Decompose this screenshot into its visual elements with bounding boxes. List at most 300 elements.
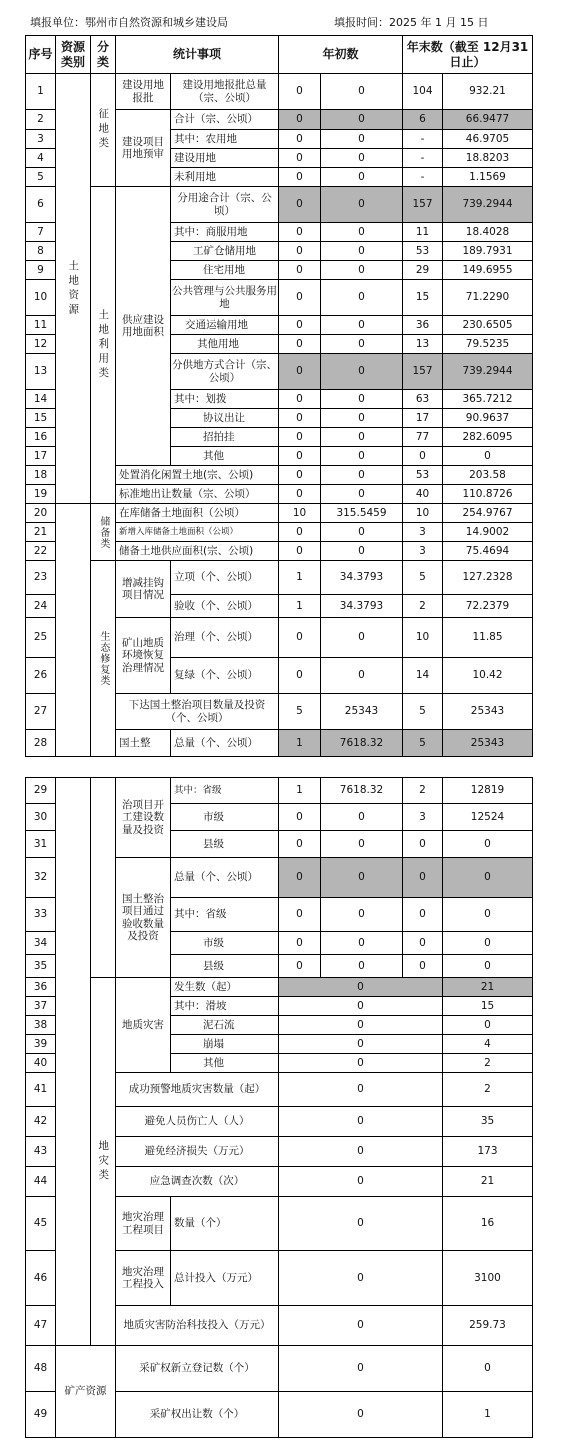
- cell-end-count: 77: [403, 428, 443, 447]
- row-no: 49: [26, 1392, 56, 1438]
- row-no: 26: [26, 658, 56, 694]
- row-no: 46: [26, 1251, 56, 1306]
- row-item: 采矿权出让数（个）: [116, 1392, 279, 1438]
- cell-end-area: 739.2944: [443, 354, 533, 390]
- row-item: 采矿权新立登记数（个）: [116, 1346, 279, 1392]
- cell-begin-count: 0: [279, 149, 321, 168]
- cell-begin-count: 1: [279, 595, 321, 618]
- cell-end: 173: [443, 1137, 533, 1167]
- cell-begin: 0: [279, 1016, 443, 1035]
- cell-end-area: 14.9002: [443, 523, 533, 542]
- row-item: 验收（个、公顷）: [171, 595, 279, 618]
- table-row: [26, 978, 533, 997]
- row-no: 19: [26, 485, 56, 504]
- cell-begin-area: 34.3793: [321, 561, 403, 595]
- cell-begin-count: 0: [279, 804, 321, 831]
- cell-begin-count: 0: [279, 242, 321, 261]
- type-blank: [56, 504, 91, 757]
- row-no: 34: [26, 932, 56, 955]
- cell-begin-count: 0: [279, 74, 321, 110]
- cell-end-count: -: [403, 168, 443, 187]
- category-shengtai: 生态修复类: [91, 561, 116, 757]
- cell-begin-area: 7618.32: [321, 730, 403, 757]
- row-item: 建设用地报批总量（宗、公顷）: [171, 74, 279, 110]
- cell-begin: 0: [279, 1167, 443, 1197]
- row-item: 其他: [171, 447, 279, 466]
- cell-begin-area: 0: [321, 804, 403, 831]
- row-no: 21: [26, 523, 56, 542]
- group-plan: 建设项目用地预审: [116, 110, 171, 187]
- cell-begin-area: 0: [321, 485, 403, 504]
- row-item: 其他用地: [171, 335, 279, 354]
- cell-end-area: 12819: [443, 778, 533, 804]
- cell-begin-count: 0: [279, 658, 321, 694]
- cell-begin-area: 0: [321, 658, 403, 694]
- row-item: 总量（个、公顷）: [171, 858, 279, 898]
- cell-end-count: 40: [403, 485, 443, 504]
- cell-end-area: 0: [443, 858, 533, 898]
- cell-end-area: 18.8203: [443, 149, 533, 168]
- cell-begin-area: 0: [321, 223, 403, 242]
- cell-end-count: 3: [403, 804, 443, 831]
- cell-begin-count: 0: [279, 428, 321, 447]
- cell-end-count: 0: [403, 932, 443, 955]
- row-item: 其中：划拨: [171, 390, 279, 409]
- cell-begin-count: 0: [279, 223, 321, 242]
- cell-end: 15: [443, 997, 533, 1016]
- row-item: 县级: [171, 831, 279, 858]
- cell-begin-count: 0: [279, 390, 321, 409]
- cell-begin: 0: [279, 1197, 443, 1251]
- group-supply: 供应建设用地面积: [116, 187, 171, 466]
- cell-end-count: 13: [403, 335, 443, 354]
- category-tudi: 土地利用类: [91, 187, 116, 504]
- group-approval: 建设用地报批: [116, 74, 171, 110]
- row-item: 市级: [171, 804, 279, 831]
- cell-end-area: 230.6505: [443, 316, 533, 335]
- cell-end-area: 1.1569: [443, 168, 533, 187]
- cell-end-area: 189.7931: [443, 242, 533, 261]
- cell-end-count: 6: [403, 110, 443, 130]
- row-item: 公共管理与公共服务用地: [171, 280, 279, 316]
- row-no: 48: [26, 1346, 56, 1392]
- cell-end-area: 0: [443, 898, 533, 932]
- cell-end: 4: [443, 1035, 533, 1054]
- row-item: 未利用地: [171, 168, 279, 187]
- cell-end-count: 36: [403, 316, 443, 335]
- row-item: 地质灾害防治科技投入（万元）: [116, 1306, 279, 1346]
- table-row: [26, 74, 533, 110]
- cell-end-area: 0: [443, 932, 533, 955]
- table-row: [26, 561, 533, 595]
- row-item: 县级: [171, 955, 279, 978]
- cell-begin-count: 0: [279, 466, 321, 485]
- cell-begin-count: 1: [279, 561, 321, 595]
- group-land-rehab-head: 国土整: [116, 730, 171, 757]
- cell-end-count: 2: [403, 595, 443, 618]
- cell-begin-area: 0: [321, 447, 403, 466]
- row-item: 新增入库储备土地面积（公顷）: [116, 523, 279, 542]
- cell-begin-area: 0: [321, 149, 403, 168]
- cell-end-count: 53: [403, 242, 443, 261]
- cell-end-count: -: [403, 149, 443, 168]
- row-no: 4: [26, 149, 56, 168]
- row-no: 24: [26, 595, 56, 618]
- cell-end: 259.73: [443, 1306, 533, 1346]
- land-resource-label: 土地资源: [56, 74, 91, 504]
- cell-begin-area: 0: [321, 390, 403, 409]
- row-item: 避免经济损失（万元）: [116, 1137, 279, 1167]
- row-no: 43: [26, 1137, 56, 1167]
- group-disaster: 地质灾害: [116, 978, 171, 1073]
- cell-begin-area: 25343: [321, 694, 403, 730]
- category-zhengdi: 征地类: [91, 74, 116, 187]
- cell-end-count: 63: [403, 390, 443, 409]
- cell-end-area: 739.2944: [443, 187, 533, 223]
- cell-end-area: 72.2379: [443, 595, 533, 618]
- cell-end-area: 25343: [443, 730, 533, 757]
- row-no: 15: [26, 409, 56, 428]
- row-item: 工矿仓储用地: [171, 242, 279, 261]
- cell-begin-count: 0: [279, 110, 321, 130]
- row-no: 32: [26, 858, 56, 898]
- row-item: 立项（个、公顷）: [171, 561, 279, 595]
- cell-end-area: 71.2290: [443, 280, 533, 316]
- cell-begin-area: 34.3793: [321, 595, 403, 618]
- cell-begin: 0: [279, 1306, 443, 1346]
- cell-end-area: 79.5235: [443, 335, 533, 354]
- header-row: [26, 36, 533, 74]
- cell-begin-count: 0: [279, 447, 321, 466]
- cell-begin-count: 1: [279, 730, 321, 757]
- cell-end-area: 365.7212: [443, 390, 533, 409]
- cell-end-area: 110.8726: [443, 485, 533, 504]
- row-no: 1: [26, 74, 56, 110]
- cell-end: 16: [443, 1197, 533, 1251]
- row-no: 25: [26, 618, 56, 658]
- reporting-unit: 填报单位：鄂州市自然资源和城乡建设局: [30, 16, 228, 29]
- cell-end: 3100: [443, 1251, 533, 1306]
- cell-end-count: 29: [403, 261, 443, 280]
- table-row: [26, 187, 533, 223]
- cell-begin-area: 0: [321, 428, 403, 447]
- row-item: 合计（宗、公顷）: [171, 110, 279, 130]
- row-item: 分供地方式合计（宗、公顷）: [171, 354, 279, 390]
- cell-end-count: 3: [403, 523, 443, 542]
- cell-end-count: 3: [403, 542, 443, 561]
- cell-begin: 0: [279, 1137, 443, 1167]
- cell-begin-count: 0: [279, 618, 321, 658]
- row-item: 避免人员伤亡人（人）: [116, 1107, 279, 1137]
- row-no: 6: [26, 187, 56, 223]
- cell-end: 0: [443, 1346, 533, 1392]
- row-no: 5: [26, 168, 56, 187]
- cell-begin-area: 0: [321, 74, 403, 110]
- reporting-date: 填报时间：2025 年 1 月 15 日: [334, 16, 489, 29]
- row-no: 17: [26, 447, 56, 466]
- row-no: 10: [26, 280, 56, 316]
- cell-begin-area: 0: [321, 523, 403, 542]
- table-row: [26, 504, 533, 523]
- row-no: 30: [26, 804, 56, 831]
- row-item: 其中：农用地: [171, 130, 279, 149]
- cell-end-area: 66.9477: [443, 110, 533, 130]
- row-no: 9: [26, 261, 56, 280]
- row-item: 招拍挂: [171, 428, 279, 447]
- cell-end-area: 149.6955: [443, 261, 533, 280]
- cell-begin-count: 0: [279, 130, 321, 149]
- cell-begin-area: 7618.32: [321, 778, 403, 804]
- cell-begin-area: 0: [321, 542, 403, 561]
- cell-begin-area: 0: [321, 168, 403, 187]
- row-no: 37: [26, 997, 56, 1016]
- cell-end-count: 0: [403, 955, 443, 978]
- row-item: 住宅用地: [171, 261, 279, 280]
- row-no: 38: [26, 1016, 56, 1035]
- cell-begin-area: 0: [321, 831, 403, 858]
- cell-begin-area: 315.5459: [321, 504, 403, 523]
- cell-end-area: 10.42: [443, 658, 533, 694]
- cell-end-area: 282.6095: [443, 428, 533, 447]
- row-no: 13: [26, 354, 56, 390]
- cell-end-count: 14: [403, 658, 443, 694]
- row-no: 41: [26, 1073, 56, 1107]
- col-begin: 年初数: [279, 36, 403, 74]
- group-accept: 国土整治项目通过验收数量及投资: [116, 858, 171, 978]
- row-item: 总计投入（万元）: [171, 1251, 279, 1306]
- col-seq: 序号: [26, 36, 56, 74]
- cell-begin-count: 0: [279, 831, 321, 858]
- table-row: [26, 1346, 533, 1392]
- row-item: 分用途合计（宗、公顷）: [171, 187, 279, 223]
- row-no: 39: [26, 1035, 56, 1054]
- cell-begin-count: 0: [279, 316, 321, 335]
- row-no: 42: [26, 1107, 56, 1137]
- row-no: 23: [26, 561, 56, 595]
- cell-begin: 0: [279, 997, 443, 1016]
- cell-end-count: 157: [403, 187, 443, 223]
- row-no: 7: [26, 223, 56, 242]
- table-row: [26, 778, 533, 804]
- row-no: 40: [26, 1054, 56, 1073]
- row-item: 其中：商服用地: [171, 223, 279, 242]
- row-item: 成功预警地质灾害数量（起）: [116, 1073, 279, 1107]
- cell-end-count: 0: [403, 858, 443, 898]
- row-item: 其他: [171, 1054, 279, 1073]
- group-mine: 矿山地质环境恢复治理情况: [116, 618, 171, 694]
- cell-begin: 0: [279, 1035, 443, 1054]
- cell-begin-area: 0: [321, 618, 403, 658]
- cell-begin-area: 0: [321, 858, 403, 898]
- cell-begin-area: 0: [321, 932, 403, 955]
- row-item: 泥石流: [171, 1016, 279, 1035]
- cell-begin-area: 0: [321, 130, 403, 149]
- mineral-resource-label: 矿产资源: [56, 1346, 116, 1438]
- row-item: 建设用地: [171, 149, 279, 168]
- row-item: 应急调查次数（次）: [116, 1167, 279, 1197]
- row-item: 在库储备土地面积（公顷）: [116, 504, 279, 523]
- row-item: 其中：省级: [171, 898, 279, 932]
- cell-begin-area: 0: [321, 354, 403, 390]
- cell-end-count: 0: [403, 447, 443, 466]
- cell-end-count: 15: [403, 280, 443, 316]
- row-no: 29: [26, 778, 56, 804]
- row-no: 3: [26, 130, 56, 149]
- cell-end: 2: [443, 1054, 533, 1073]
- category-dizai: 地灾类: [91, 978, 116, 1346]
- row-item: 其中：省级: [171, 778, 279, 804]
- cell-end-area: 203.58: [443, 466, 533, 485]
- row-item: 总量（个、公顷）: [171, 730, 279, 757]
- cell-begin-area: 0: [321, 335, 403, 354]
- cell-begin: 0: [279, 1107, 443, 1137]
- cell-begin: 0: [279, 1346, 443, 1392]
- cell-end-area: 0: [443, 831, 533, 858]
- cell-end: 1: [443, 1392, 533, 1438]
- cell-begin-count: 0: [279, 280, 321, 316]
- row-no: 31: [26, 831, 56, 858]
- cell-end-area: 12524: [443, 804, 533, 831]
- cell-begin-area: 0: [321, 316, 403, 335]
- row-no: 35: [26, 955, 56, 978]
- row-item: 治理（个、公顷）: [171, 618, 279, 658]
- row-item: 储备土地供应面积(宗、公顷): [116, 542, 279, 561]
- row-no: 28: [26, 730, 56, 757]
- cell-begin-area: 0: [321, 409, 403, 428]
- cell-begin: 0: [279, 1251, 443, 1306]
- cell-begin: 0: [279, 1073, 443, 1107]
- row-no: 12: [26, 335, 56, 354]
- cell-end-count: 11: [403, 223, 443, 242]
- cell-end-area: 18.4028: [443, 223, 533, 242]
- cell-begin-area: 0: [321, 110, 403, 130]
- row-item: 下达国土整治项目数量及投资（个、公顷）: [116, 694, 279, 730]
- row-item: 处置消化闲置土地(宗、公顷): [116, 466, 279, 485]
- cell-end-count: 0: [403, 831, 443, 858]
- row-no: 44: [26, 1167, 56, 1197]
- cell-end-area: 46.9705: [443, 130, 533, 149]
- group-start: 治项目开工建设数量及投资: [116, 778, 171, 858]
- cell-begin: 0: [279, 978, 443, 997]
- row-item: 其中：滑坡: [171, 997, 279, 1016]
- cell-begin-count: 0: [279, 409, 321, 428]
- col-item: 统计事项: [116, 36, 279, 74]
- cell-begin-count: 0: [279, 523, 321, 542]
- cell-begin-count: 10: [279, 504, 321, 523]
- cell-end-count: 53: [403, 466, 443, 485]
- cell-begin-count: 1: [279, 778, 321, 804]
- cell-begin-count: 0: [279, 542, 321, 561]
- row-no: 14: [26, 390, 56, 409]
- cell-end-area: 25343: [443, 694, 533, 730]
- cell-end: 35: [443, 1107, 533, 1137]
- cell-begin-area: 0: [321, 466, 403, 485]
- row-no: 2: [26, 110, 56, 130]
- cell-end-count: 104: [403, 74, 443, 110]
- cell-end-area: 0: [443, 447, 533, 466]
- group-proj: 地灾治理工程项目: [116, 1197, 171, 1251]
- row-item: 市级: [171, 932, 279, 955]
- col-cat: 分类: [91, 36, 116, 74]
- cell-end: 2: [443, 1073, 533, 1107]
- cell-end-area: 0: [443, 955, 533, 978]
- cell-begin-count: 0: [279, 354, 321, 390]
- row-no: 36: [26, 978, 56, 997]
- cell-begin-count: 0: [279, 898, 321, 932]
- cell-begin-area: 0: [321, 187, 403, 223]
- cell-begin-area: 0: [321, 280, 403, 316]
- cell-begin-count: 0: [279, 485, 321, 504]
- cell-end-count: 2: [403, 778, 443, 804]
- cell-begin-count: 0: [279, 187, 321, 223]
- cell-end-area: 254.9767: [443, 504, 533, 523]
- col-end: 年末数（截至 12月31日止）: [403, 36, 533, 74]
- row-no: 45: [26, 1197, 56, 1251]
- cell-begin-count: 5: [279, 694, 321, 730]
- cell-end: 21: [443, 978, 533, 997]
- cell-begin: 0: [279, 1054, 443, 1073]
- cell-begin-count: 0: [279, 335, 321, 354]
- cell-begin-count: 0: [279, 168, 321, 187]
- cell-begin-area: 0: [321, 955, 403, 978]
- cell-begin-count: 0: [279, 858, 321, 898]
- row-no: 8: [26, 242, 56, 261]
- cell-begin: 0: [279, 1392, 443, 1438]
- statistics-table-part1: [25, 35, 533, 757]
- cell-end-count: 10: [403, 618, 443, 658]
- row-no: 16: [26, 428, 56, 447]
- cell-end: 0: [443, 1016, 533, 1035]
- type-blank: [56, 778, 91, 1346]
- cell-end-count: 5: [403, 561, 443, 595]
- cell-begin-count: 0: [279, 261, 321, 280]
- row-item: 复绿（个、公顷）: [171, 658, 279, 694]
- row-item: 崩塌: [171, 1035, 279, 1054]
- row-no: 22: [26, 542, 56, 561]
- cell-begin-area: 0: [321, 242, 403, 261]
- cell-end-count: 17: [403, 409, 443, 428]
- row-item: 数量（个）: [171, 1197, 279, 1251]
- row-no: 18: [26, 466, 56, 485]
- row-item: 标准地出让数量（宗、公顷）: [116, 485, 279, 504]
- row-no: 33: [26, 898, 56, 932]
- cell-end-count: -: [403, 130, 443, 149]
- cell-end-count: 5: [403, 694, 443, 730]
- group-link: 增减挂钩项目情况: [116, 561, 171, 618]
- row-no: 11: [26, 316, 56, 335]
- cell-end-area: 932.21: [443, 74, 533, 110]
- row-item: 交通运输用地: [171, 316, 279, 335]
- cell-end-count: 5: [403, 730, 443, 757]
- cell-end-count: 10: [403, 504, 443, 523]
- row-no: 20: [26, 504, 56, 523]
- row-no: 47: [26, 1306, 56, 1346]
- cell-begin-count: 0: [279, 955, 321, 978]
- cell-end-count: 0: [403, 898, 443, 932]
- col-type: 资源类别: [56, 36, 91, 74]
- statistics-table-part2: [25, 777, 533, 1438]
- cell-begin-area: 0: [321, 898, 403, 932]
- row-item: 发生数（起）: [171, 978, 279, 997]
- cell-begin-area: 0: [321, 261, 403, 280]
- cell-end-area: 127.2328: [443, 561, 533, 595]
- cat-blank: [91, 778, 116, 978]
- cell-end-count: 157: [403, 354, 443, 390]
- cell-end: 21: [443, 1167, 533, 1197]
- category-chubei: 储备类: [91, 504, 116, 561]
- cell-begin-count: 0: [279, 932, 321, 955]
- cell-end-area: 11.85: [443, 618, 533, 658]
